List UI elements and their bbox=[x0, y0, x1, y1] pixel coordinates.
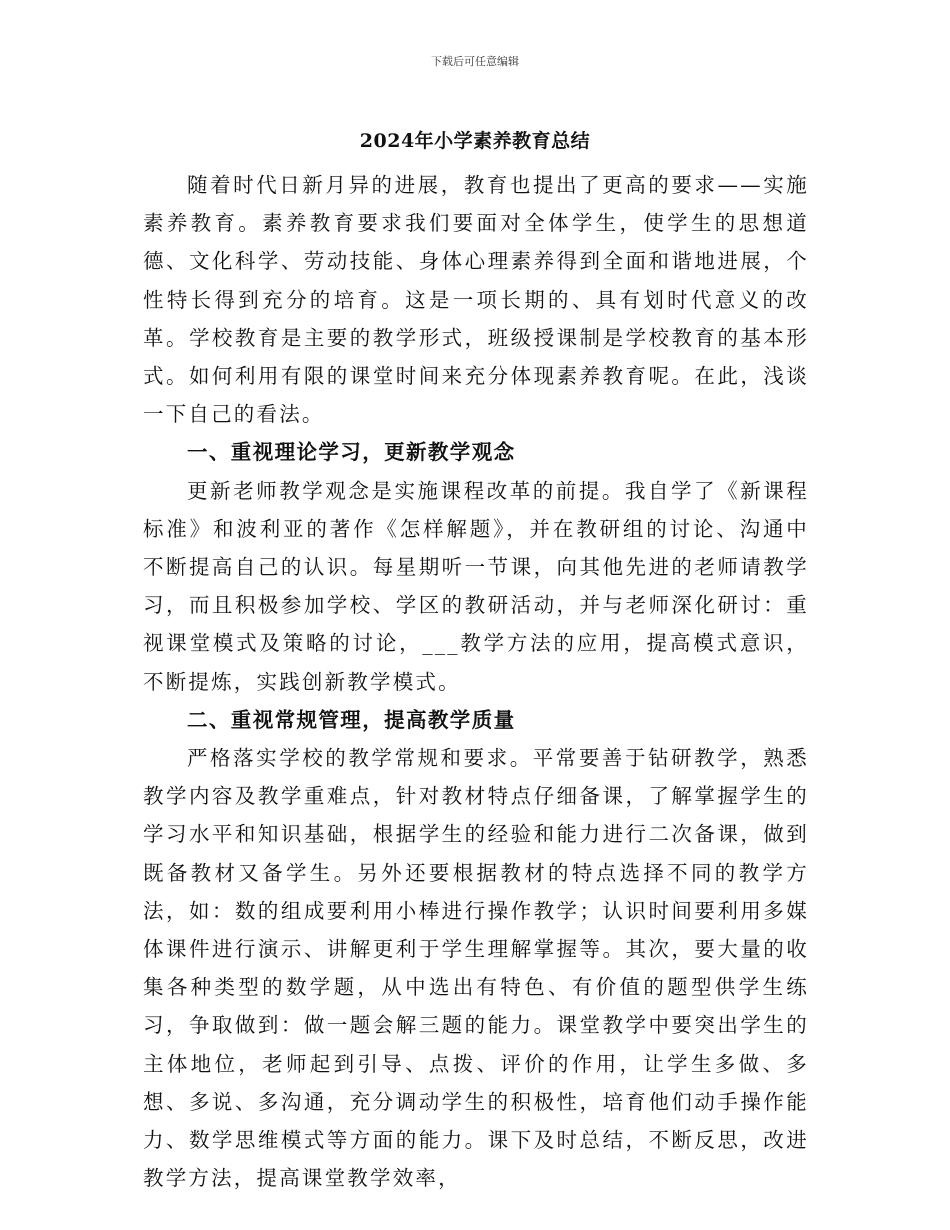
section-1-paragraph: 更新老师教学观念是实施课程改革的前提。我自学了《新课程标准》和波利亚的著作《怎样解题》，并在教研组的讨论、沟通中不断提高自己的认识。每星期听一节课，向其他先进的老师请教学习，而且积极参加学校、学区的教研活动，并与老师深化研讨：重视课堂模式及策略的讨论，___教学方法的应用，提高模式意识，不断提炼，实践创新教学模式。 bbox=[143, 478, 809, 694]
section-heading-1: 一、重视理论学习，更新教学观念 bbox=[187, 440, 516, 465]
header-note: 下载后可任意编辑 bbox=[431, 55, 519, 68]
section-2-paragraph: 严格落实学校的教学常规和要求。平常要善于钻研教学，熟悉教学内容及教学重难点，针对教材特点仔细备课，了解掌握学生的学习水平和知识基础，根据学生的经验和能力进行二次备课，做到既备教材又备学生。另外还要根据教材的特点选择不同的教学方法，如：数的组成要利用小棒进行操作教学；认识时间要利用多媒体课件进行演示、讲解更利于学生理解掌握等。其次，要大量的收集各种类型的数学题，从中选出有特色、有价值的题型供学生练习，争取做到：做一题会解三题的能力。课堂教学中要突出学生的主体地位，老师起到引导、点拨、评价的作用，让学生多做、多想、多说、多沟通，充分调动学生的积极性，培育他们动手操作能力、数学思维模式等方面的能力。课下及时总结，不断反思，改进教学方法，提高课堂教学效率， bbox=[143, 746, 809, 1191]
document-title: 2024年小学素养教育总结 bbox=[359, 130, 591, 152]
intro-paragraph: 随着时代日新月异的进展，教育也提出了更高的要求——实施素养教育。素养教育要求我们要面对全体学生，使学生的思想道德、文化科学、劳动技能、身体心理素养得到全面和谐地进展，个性特长得到充分的培育。这是一项长期的、具有划时代意义的改革。学校教育是主要的教学形式，班级授课制是学校教育的基本形式。如何利用有限的课堂时间来充分体现素养教育呢。在此，浅谈一下自己的看法。 bbox=[143, 173, 809, 427]
document-body bbox=[143, 166, 809, 1197]
section-heading-2: 二、重视常规管理，提高教学质量 bbox=[187, 707, 516, 732]
